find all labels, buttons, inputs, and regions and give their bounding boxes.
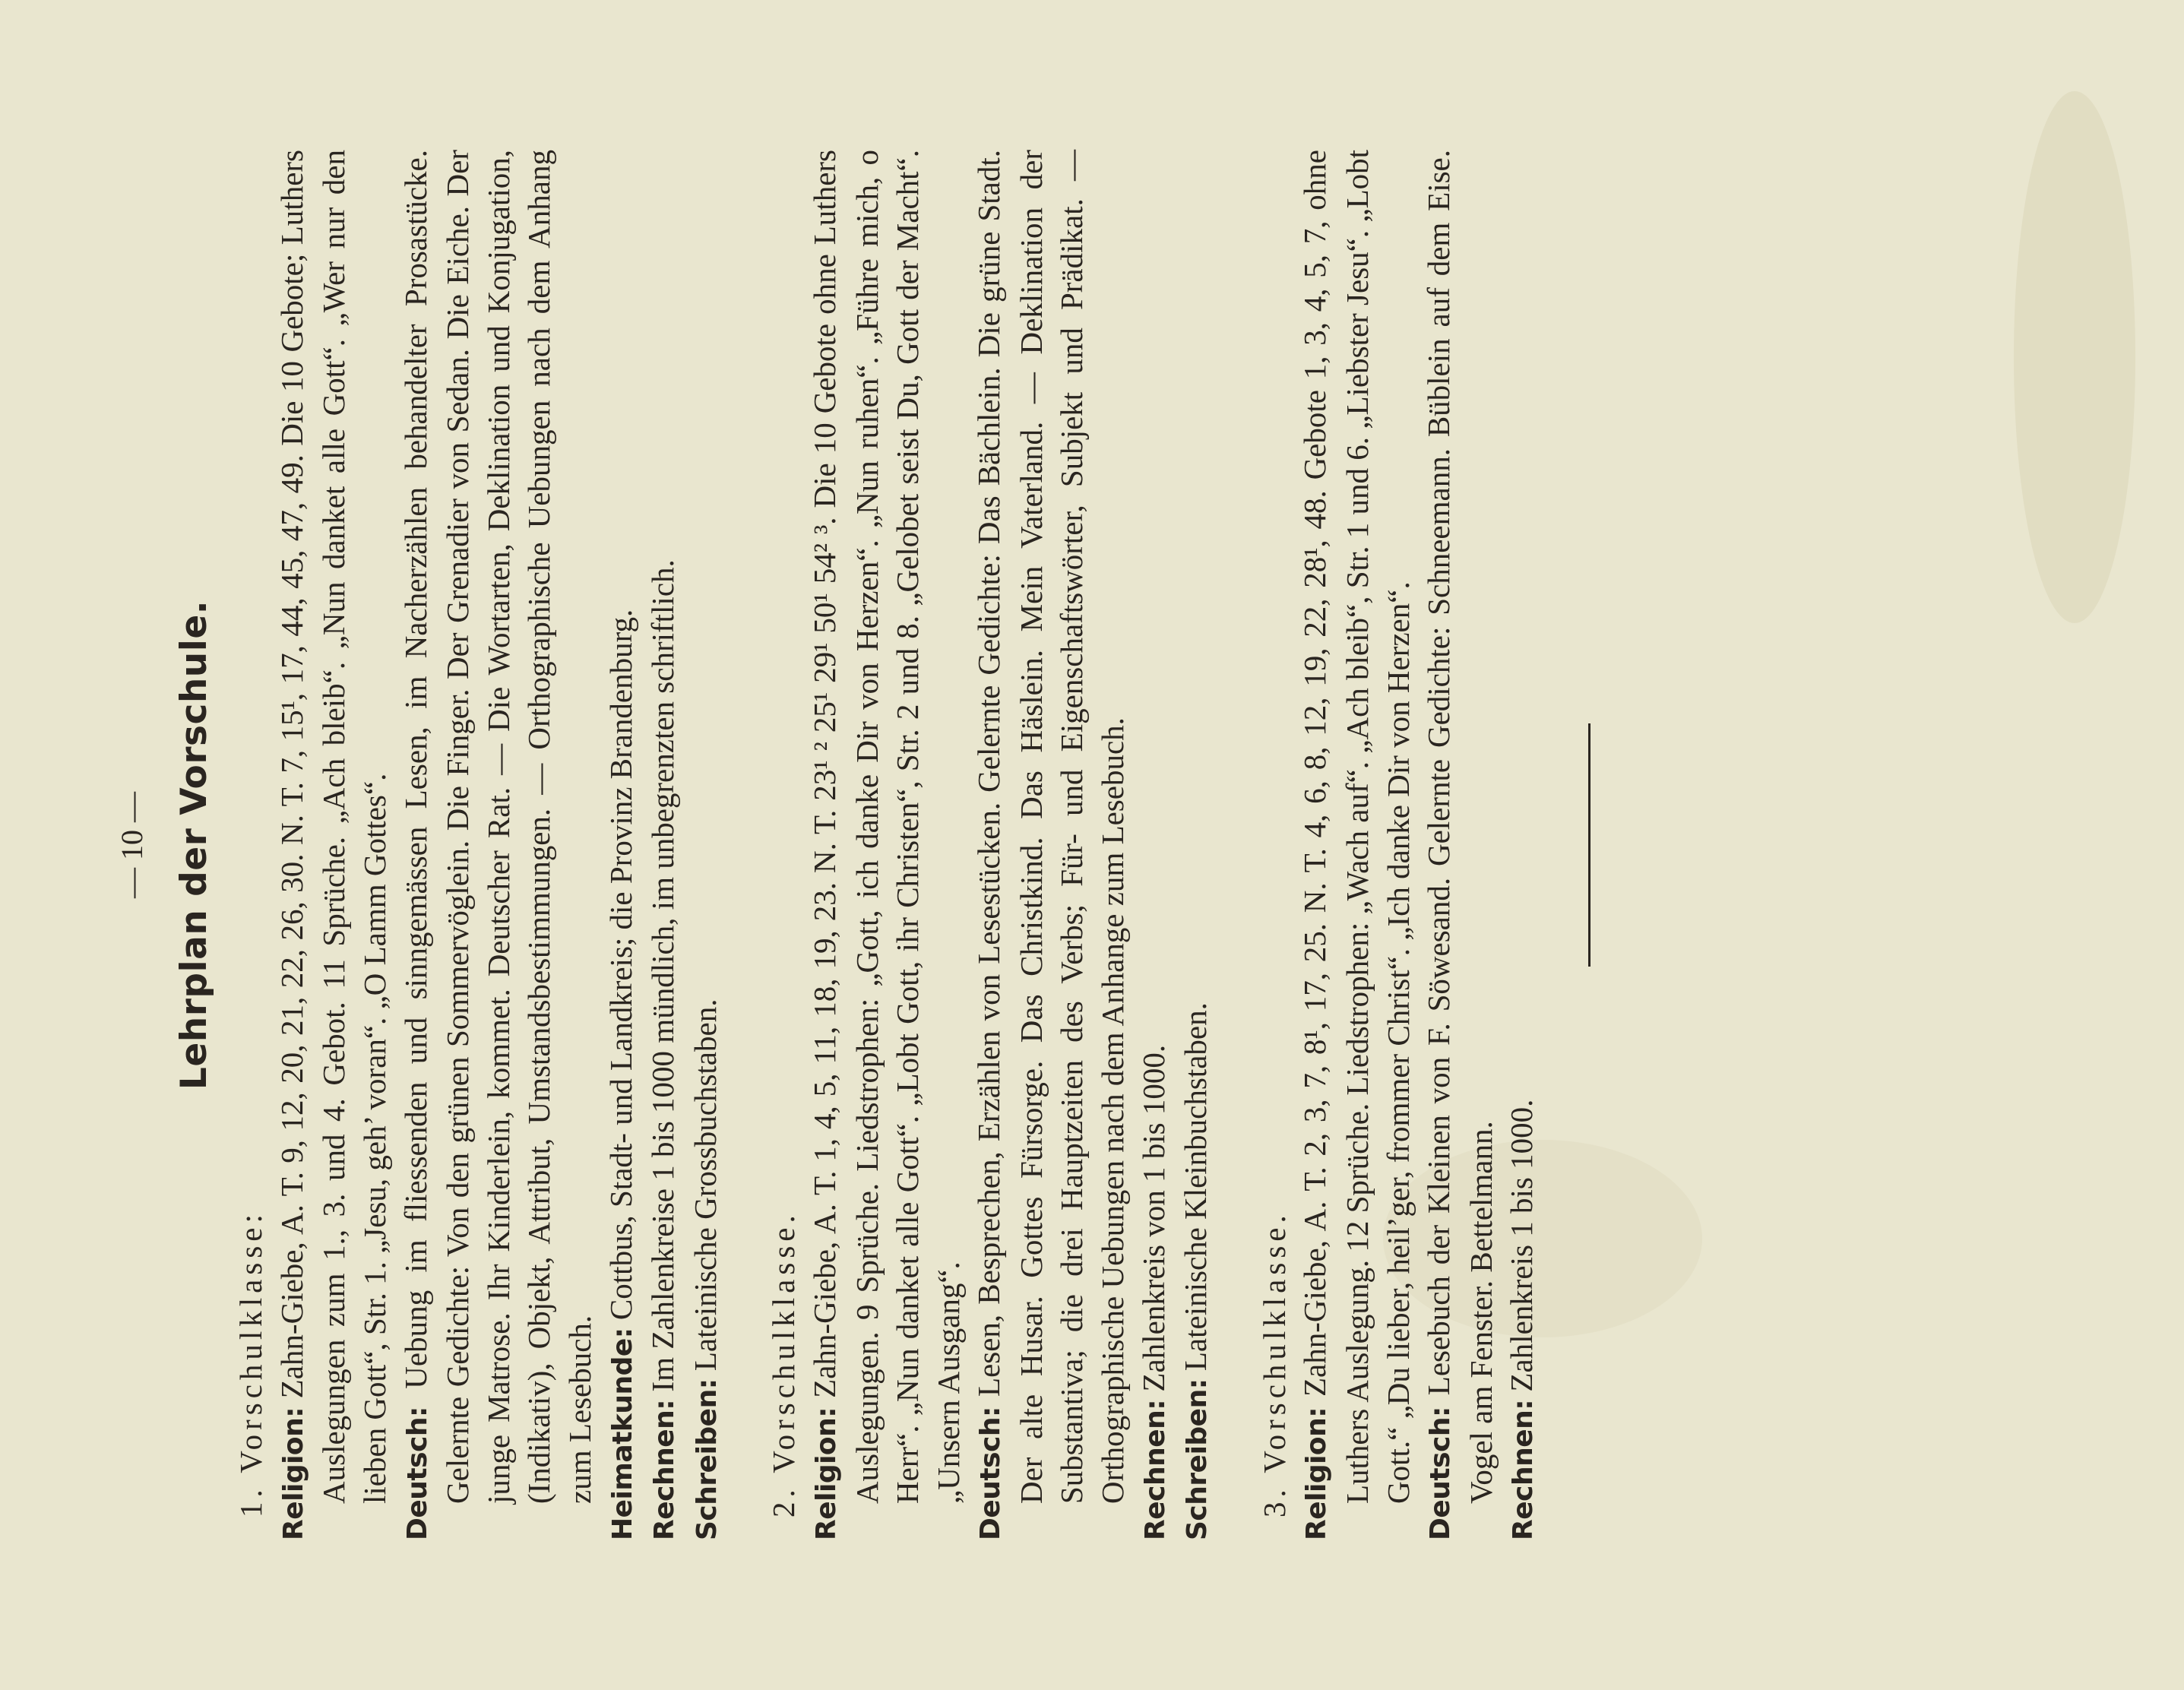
section-title: 2. Vorschulklasse.	[766, 1211, 802, 1518]
subject-label: Deutsch:	[975, 1407, 1007, 1540]
subject-label: Religion:	[277, 1407, 309, 1540]
section-vorschulklasse-2	[764, 150, 1218, 1540]
subject-entry	[601, 150, 644, 1540]
page-heading: Lehrplan der Vorschule.	[173, 600, 215, 1090]
subject-text: Im Zahlenkreise 1 bis 1000 mündlich, im unbegrenzten schriftlich.	[645, 559, 681, 1392]
subject-entry	[396, 150, 601, 1540]
subject-text: Uebung im fliessenden und sinngemässen Lesen, im Nacherzählen behandelter Prosastücke. Gelernte Gedichte: Von den grünen Sommervöglein. Die Finger. Der Grenadier von Sedan. Die Eiche. Der junge Matrose. Ihr Kinderlein, kommet. Deutscher Rat. — Die Wortarten, Deklination und Konjugation, (Indikativ), Objekt, Attribut, Umstandsbestimmungen. — Orthographische Uebungen nach dem Anhang zum Lesebuch.	[397, 149, 597, 1504]
subject-text: Zahn-Giebe, A. T. 2, 3, 7, 8¹, 17, 25. N. T. 4, 6, 8, 12, 19, 22, 28¹, 48. Gebote 1, 3, 4, 5, 7, ohne Luthers Auslegung. 12 Sprüche. Liedstrophen: „Wach auf“. „Ach bleib“, Str. 1 und 6. „Liebster Jesu“. „Lobt Gott.“ „Du lieber, heil’ger, frommer Christ“. „Ich danke Dir von Herzen“.	[1297, 150, 1416, 1504]
section-vorschulklasse-3	[1255, 150, 1544, 1540]
subject-entry	[1176, 150, 1218, 1540]
page-number: — 10 —	[115, 792, 149, 898]
subject-text: Lesen, Besprechen, Erzählen von Lesestücken. Gelernte Gedichte: Das Bächlein. Die grüne Stadt. Der alte Husar. Gottes Fürsorge. Das Christkind. Das Häslein. Mein Vaterland. — Deklination der Substantiva; die drei Hauptzeiten des Verbs; Für- und Eigenschaftswörter, Subjekt und Prädikat. — Orthographische Uebungen nach dem Anhange zum Lesebuch.	[971, 149, 1131, 1504]
subject-label: Religion:	[1301, 1407, 1333, 1540]
subject-entry	[969, 150, 1133, 1540]
section-title: 1. Vorschulklasse:	[233, 1210, 269, 1518]
subject-label: Rechnen:	[649, 1399, 681, 1540]
subject-text: Lateinische Grossbuchstaben.	[687, 998, 723, 1372]
subject-text: Lesebuch der Kleinen von F. Söwesand. Gelernte Gedichte: Schneemann. Büblein auf dem Eise. Vogel am Fenster. Bettelmann.	[1421, 149, 1499, 1504]
section-vorschulklasse-1	[231, 150, 727, 1540]
subject-entry	[272, 150, 396, 1540]
section-title: 3. Vorschulklasse.	[1256, 1211, 1292, 1518]
subject-text: Zahn-Giebe, A. T. 1, 4, 5, 11, 18, 19, 23. N. T. 23¹ ² 25¹ 29¹ 50¹ 54² ³. Die 10 Gebote ohne Luthers Auslegungen. 9 Sprüche. Liedstrophen: „Gott, ich danke Dir von Herzen“. „Nun ruhen“. „Führe mich, o Herr“. „Nun danket alle Gott“. „Lobt Gott, ihr Christen“, Str. 2 und 8. „Gelobet seist Du, Gott der Macht“. „Unsern Ausgang“.	[806, 149, 966, 1504]
subject-label: Deutsch:	[1425, 1407, 1457, 1540]
subject-entry	[1502, 150, 1544, 1540]
subject-entry	[643, 150, 685, 1540]
subject-label: Religion:	[810, 1407, 842, 1540]
subject-text: Zahlenkreis 1 bis 1000.	[1504, 1099, 1540, 1392]
subject-label: Rechnen:	[1139, 1399, 1171, 1540]
subject-text: Zahlenkreis von 1 bis 1000.	[1135, 1044, 1171, 1392]
subject-entry	[1295, 150, 1419, 1540]
subject-label: Deutsch:	[401, 1407, 433, 1540]
subject-text: Zahn-Giebe, A. T. 9, 12, 20, 21, 22, 26, 30. N. T. 7, 15¹, 17, 44, 45, 47, 49. Die 10 Gebote; Luthers Auslegungen zum 1., 3. und 4. Gebot. 11 Sprüche. „Ach bleib“. „Nun danket alle Gott“. „Wer nur den lieben Gott“, Str. 1. „Jesu, geh’ voran“. „O Lamm Gottes“.	[274, 150, 392, 1504]
subject-entry	[1419, 150, 1502, 1540]
subject-entry	[685, 150, 728, 1540]
subject-label: Schreiben:	[1182, 1378, 1214, 1540]
subject-entry	[805, 150, 969, 1540]
page-content	[112, 150, 1591, 1540]
subject-text: Lateinische Kleinbuchstaben.	[1178, 1002, 1214, 1372]
rotated-page	[51, 36, 2133, 1654]
subject-label: Heimatkunde:	[606, 1328, 638, 1540]
subject-label: Schreiben:	[691, 1378, 723, 1540]
subject-label: Rechnen:	[1508, 1399, 1540, 1540]
subject-entry	[1134, 150, 1176, 1540]
closing-rule	[1588, 723, 1591, 967]
subject-text: Cottbus, Stadt- und Landkreis; die Provinz Brandenburg.	[603, 609, 638, 1321]
